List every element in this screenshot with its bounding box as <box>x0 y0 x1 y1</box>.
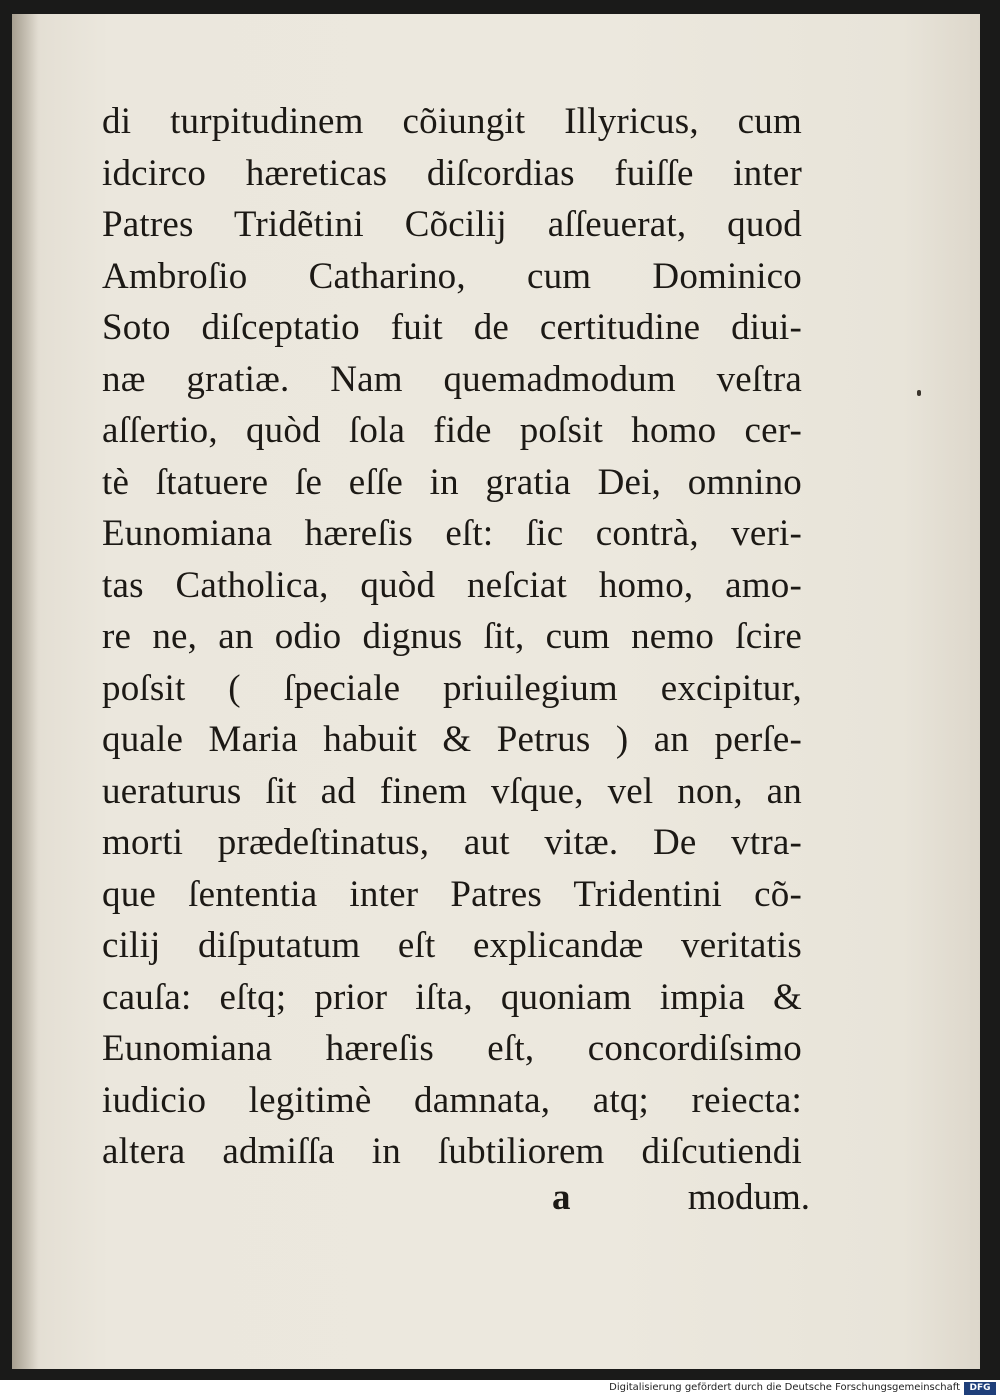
text-line: altera admiſſa in ſubtiliorem diſcutiendi <box>102 1131 802 1172</box>
dfg-logo-icon: DFG <box>964 1382 996 1395</box>
signature-mark: a <box>552 1177 571 1218</box>
text-line: næ gratiæ. Nam quemadmodum veſtra <box>102 358 802 400</box>
ink-speck <box>917 390 921 396</box>
text-line: tè ſtatuere ſe eſſe in gratia Dei, omnino <box>102 461 802 503</box>
catchword: modum. <box>687 1177 810 1218</box>
text-line: ueraturus ſit ad finem vſque, vel non, an <box>102 770 802 812</box>
text-line: iudicio legitimè damnata, atq; reiecta: <box>102 1079 802 1121</box>
text-line: re ne, an odio dignus ſit, cum nemo ſcire <box>102 616 802 657</box>
text-line: que ſententia inter Patres Tridentini cõ- <box>102 873 802 915</box>
text-line: cilij diſputatum eſt explicandæ veritatis <box>102 925 802 966</box>
text-line: Patres Tridẽtini Cõcilij aſſeuerat, quod <box>102 204 802 245</box>
text-line: di turpitudinem cõiungit Illyricus, cum <box>102 101 802 142</box>
text-line: quale Maria habuit & Petrus ) an perſe- <box>102 719 802 760</box>
text-line: cauſa: eſtq; prior iſta, quoniam impia & <box>102 976 802 1018</box>
text-line: Ambroſio Catharino, cum Dominico <box>102 255 802 297</box>
text-line: Eunomiana hæreſis eſt: ſic contrà, veri- <box>102 513 802 554</box>
text-block <box>102 96 802 1178</box>
text-line: aſſertio, quòd ſola fide poſsit homo cer- <box>102 410 802 451</box>
funding-credit: Digitalisierung gefördert durch die Deutsche Forschungsgemeinschaft <box>609 1382 960 1393</box>
signature-row <box>102 1172 810 1224</box>
text-line: poſsit ( ſpeciale priuilegium excipitur, <box>102 667 802 709</box>
text-line: morti prædeſtinatus, aut vitæ. De vtra- <box>102 822 802 863</box>
text-line: tas Catholica, quòd neſciat homo, amo- <box>102 564 802 606</box>
text-line: Soto diſceptatio fuit de certitudine diui- <box>102 307 802 348</box>
text-line: idcirco hæreticas diſcordias fuiſſe inter <box>102 152 802 194</box>
footer-bar <box>0 1380 1000 1398</box>
text-line: Eunomiana hæreſis eſt, concordiſsimo <box>102 1028 802 1069</box>
